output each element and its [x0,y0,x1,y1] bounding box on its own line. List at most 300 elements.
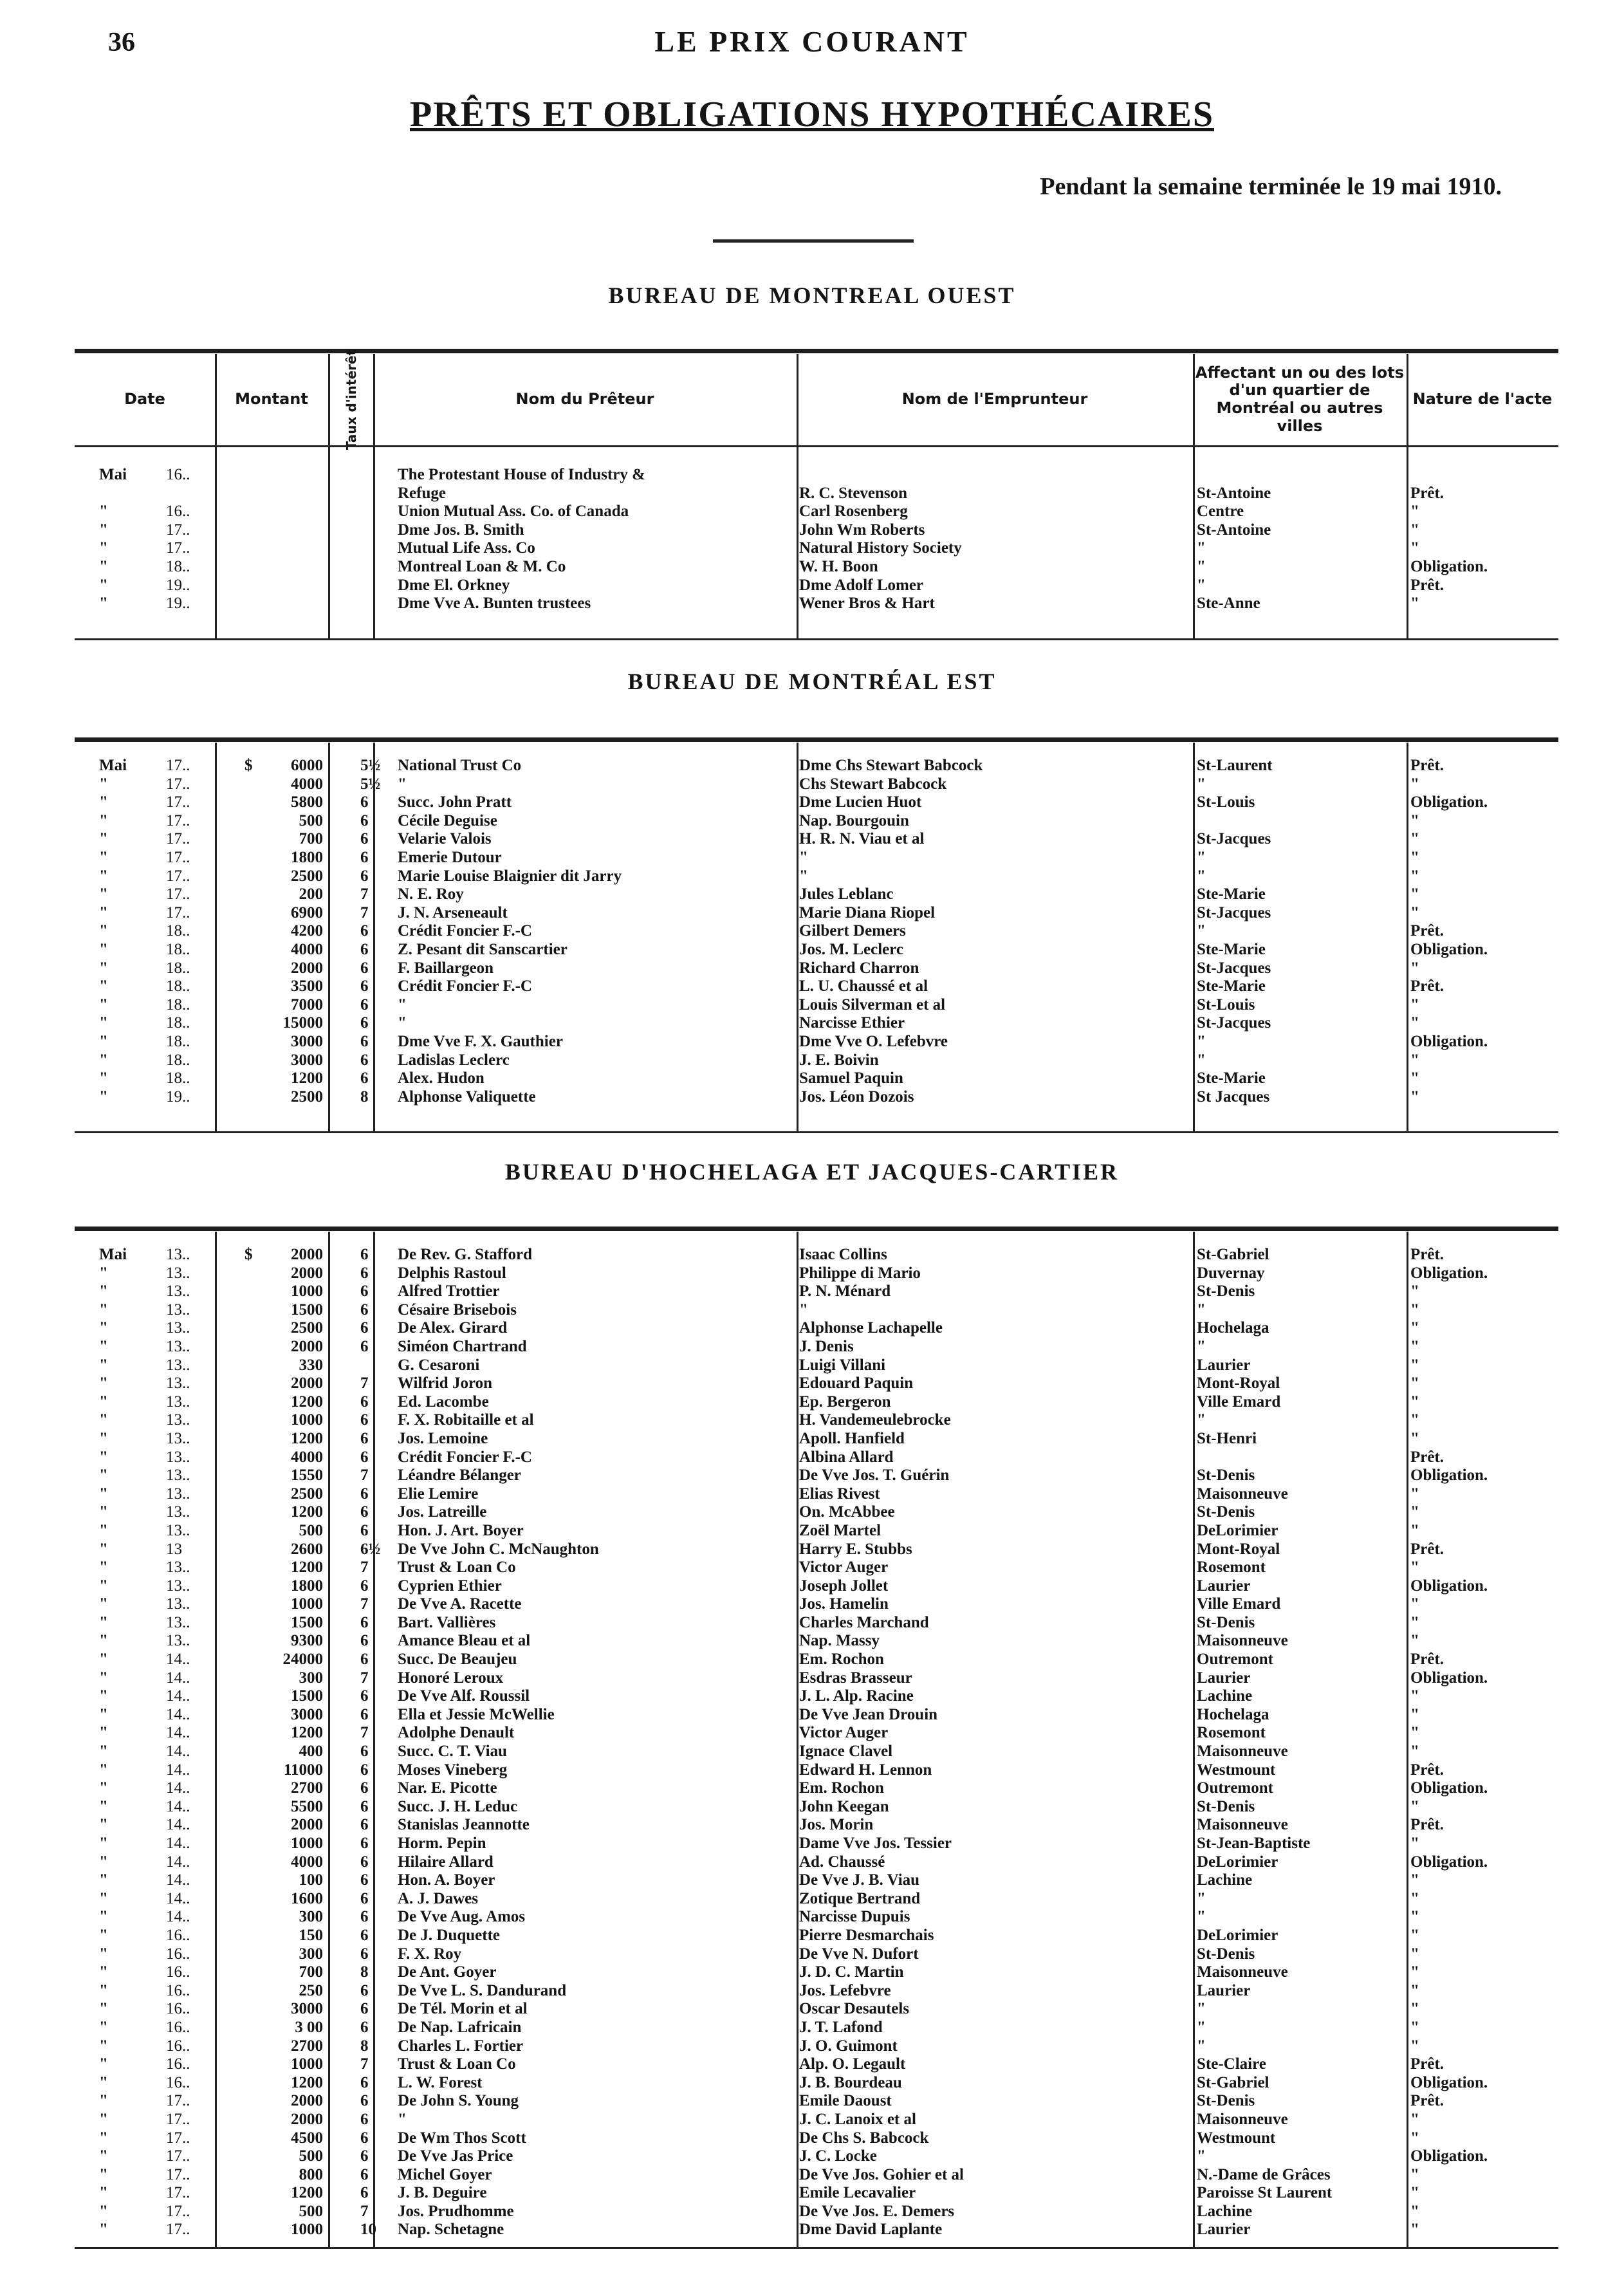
interest-rate: 6 [360,2184,369,2202]
interest-rate: 6 [360,940,369,958]
date-month: " [99,1761,108,1779]
date-month: " [99,977,108,995]
date-month: " [99,1705,108,1723]
date-day: 17.. [166,848,190,866]
table-row [0,2147,1624,2166]
lot-location: St Jacques [1197,1088,1270,1106]
date-day: 16.. [166,2073,190,2091]
date-month: " [99,995,108,1014]
amount: 500 [299,2147,323,2165]
lot-location: St-Denis [1197,1503,1255,1521]
date-month: " [99,539,108,557]
amount: 2500 [291,1319,323,1337]
table-row [0,1743,1624,1761]
date-month: " [99,940,108,958]
lender-name: Jos. Lemoine [398,1429,488,1447]
act-nature: Prêt. [1410,757,1444,774]
date-day: 13.. [166,1467,190,1485]
amount: 500 [299,2202,323,2220]
borrower-name: Dame Vve Jos. Tessier [799,1835,952,1852]
amount: 9300 [291,1632,323,1650]
interest-rate: 6 [360,1816,369,1834]
table-row [0,1651,1624,1669]
bureau-title: BUREAU DE MONTREAL OUEST [608,282,1016,308]
borrower-name: De Vve Jean Drouin [799,1705,938,1723]
date-month: " [99,959,108,977]
lender-name: " [398,995,407,1014]
borrower-name: De Vve Jos. E. Demers [799,2202,955,2220]
borrower-name: Marie Diana Riopel [799,903,936,921]
lender-name: De Rev. G. Stafford [398,1246,532,1263]
lender-name: National Trust Co [398,757,522,774]
table-row [0,959,1624,978]
borrower-name: De Vve N. Dufort [799,1945,919,1963]
date-day: 19.. [166,595,190,613]
date-month: " [99,1926,108,1944]
date-month: " [99,830,108,848]
interest-rate: 6 [360,1411,369,1429]
lot-location: Ste-Claire [1197,2055,1266,2073]
interest-rate: 6 [360,2147,369,2165]
date-day: 18.. [166,959,190,977]
amount: 2000 [291,959,323,977]
lender-name: Jos. Latreille [398,1503,487,1521]
interest-rate: 6 [360,1761,369,1779]
lender-name: " [398,775,407,793]
entries-list [0,1246,1624,2239]
borrower-name: Narcisse Ethier [799,1014,905,1032]
act-nature: Obligation. [1410,1264,1488,1282]
lender-name: De Vve Aug. Amos [398,1908,526,1926]
date-day: 13.. [166,1485,190,1503]
amount: 2000 [291,1264,323,1282]
entries-list [0,466,1624,613]
table-row [0,2203,1624,2221]
lender-name: De J. Duquette [398,1926,501,1944]
amount: 5500 [291,1797,323,1815]
date-month: " [99,775,108,793]
lot-location: Lachine [1197,1871,1253,1889]
lender-name: Jos. Prudhomme [398,2202,514,2220]
lender-name: Hilaire Allard [398,1853,494,1871]
borrower-name: J. C. Lanoix et al [799,2110,916,2128]
lot-location: St-Antoine [1197,484,1271,502]
amount: 200 [299,885,323,903]
date-month: " [99,1963,108,1981]
lot-location: Maisonneuve [1197,1632,1288,1650]
act-nature: Prêt. [1410,977,1444,995]
lot-location: " [1197,775,1206,793]
lot-location: Ste-Marie [1197,977,1266,995]
table-row [0,2092,1624,2111]
interest-rate: 6 [360,1577,369,1595]
lot-location: Laurier [1197,1669,1251,1687]
borrower-name: Em. Rochon [799,1651,884,1669]
table-row [0,1890,1624,1909]
interest-rate: 6 [360,2165,369,2183]
table-row [0,1282,1624,1301]
amount: 6000 [291,757,323,774]
interest-rate: 8 [360,1963,369,1981]
amount: 700 [299,830,323,848]
interest-rate: 6 [360,995,369,1014]
act-nature: " [1410,1926,1419,1944]
date-day: 14.. [166,1724,190,1742]
act-nature: " [1410,1613,1419,1631]
lot-location: Laurier [1197,1981,1251,1999]
table-row [0,485,1624,503]
lender-name: Stanislas Jeannotte [398,1816,530,1834]
lot-location: Mont-Royal [1197,1540,1280,1558]
interest-rate: 6 [360,1051,369,1069]
lender-name: Hon. J. Art. Boyer [398,1521,524,1539]
lot-location: St-Louis [1197,793,1255,811]
act-nature: Obligation. [1410,1577,1488,1595]
lender-name: Honoré Leroux [398,1669,504,1687]
date-month: " [99,2147,108,2165]
date-month: " [99,1816,108,1834]
act-nature: Prêt. [1410,2092,1444,2110]
interest-rate: 7 [360,1467,369,1485]
lender-name: F. X. Roy [398,1945,462,1963]
borrower-name: Alphonse Lachapelle [799,1319,943,1337]
date-month: " [99,1540,108,1558]
lender-name: De Wm Thos Scott [398,2129,526,2147]
interest-rate: 6 [360,1632,369,1650]
table-row [0,1033,1624,1051]
table-row [0,1669,1624,1688]
amount: 3000 [291,2000,323,2018]
borrower-name: J. Denis [799,1337,854,1355]
date-month: " [99,1375,108,1393]
borrower-name: Alp. O. Legault [799,2055,906,2073]
borrower-name: Jos. Hamelin [799,1595,889,1613]
lender-name: F. Baillargeon [398,959,494,977]
date-month: " [99,1797,108,1815]
amount: 1200 [291,1069,323,1088]
act-nature: " [1410,1797,1419,1815]
date-month: " [99,1393,108,1411]
act-nature: " [1410,1485,1419,1503]
table-row [0,2166,1624,2185]
lot-location: St-Gabriel [1197,1246,1269,1263]
table-row [0,2111,1624,2129]
date-day: 13.. [166,1503,190,1521]
lender-name: J. B. Deguire [398,2184,487,2202]
borrower-name: Nap. Massy [799,1632,880,1650]
borrower-name: Joseph Jollet [799,1577,889,1595]
amount: 2500 [291,1485,323,1503]
lot-location: St-Denis [1197,1613,1255,1631]
table-row [0,2184,1624,2203]
borrower-name: John Wm Roberts [799,521,925,539]
amount: 3 00 [295,2018,323,2036]
column-header-preteur: Nom du Prêteur [515,390,654,409]
borrower-name: Jos. M. Leclerc [799,940,903,958]
lender-name: Cyprien Ethier [398,1577,502,1595]
interest-rate: 6 [360,1853,369,1871]
interest-rate: 6 [360,1779,369,1797]
amount: 2600 [291,1540,323,1558]
date-day: 17.. [166,867,190,885]
date-month: " [99,521,108,539]
borrower-name: Oscar Desautels [799,2000,910,2018]
interest-rate: 6 [360,1908,369,1926]
table-row [0,577,1624,595]
amount: 700 [299,1963,323,1981]
borrower-name: R. C. Stevenson [799,484,908,502]
borrower-name: Wener Bros & Hart [799,595,935,613]
amount: 300 [299,1945,323,1963]
date-day: 13.. [166,1337,190,1355]
amount: 24000 [282,1651,323,1669]
interest-rate: 7 [360,1559,369,1577]
column-header-nature: Nature de l'acte [1412,390,1553,409]
lot-location: " [1197,576,1206,594]
amount: 2700 [291,1779,323,1797]
amount: 2000 [291,1375,323,1393]
date-month: " [99,2055,108,2073]
borrower-name: " [799,867,808,885]
interest-rate: 7 [360,1724,369,1742]
lot-location: St-Louis [1197,995,1255,1014]
lender-name: Wilfrid Joron [398,1375,493,1393]
date-day: 13.. [166,1429,190,1447]
amount: 1200 [291,2073,323,2091]
date-month: " [99,1521,108,1539]
act-nature: " [1410,521,1419,539]
amount: 500 [299,1521,323,1539]
act-nature: " [1410,2000,1419,2018]
lot-location: Maisonneuve [1197,1963,1288,1981]
lender-name: Charles L. Fortier [398,2037,524,2055]
lot-location: " [1197,2037,1206,2055]
date-month: " [99,1724,108,1742]
date-month: " [99,1632,108,1650]
lender-name: Elie Lemire [398,1485,479,1503]
amount: 300 [299,1669,323,1687]
date-day: 17.. [166,885,190,903]
table-row [0,1051,1624,1070]
act-nature: Prêt. [1410,1651,1444,1669]
act-nature: " [1410,503,1419,521]
lot-location: St-Jacques [1197,1014,1271,1032]
lender-name: " [398,1014,407,1032]
amount: 1000 [291,1282,323,1301]
lender-name: Nap. Schetagne [398,2221,504,2239]
lot-location: Paroisse St Laurent [1197,2184,1333,2202]
lender-name: Z. Pesant dit Sanscartier [398,940,567,958]
lender-name: De Nap. Lafricain [398,2018,522,2036]
amount: 1200 [291,2184,323,2202]
column-header-taux [331,349,372,450]
date-day: 19.. [166,1088,190,1106]
lender-name: Succ. C. T. Viau [398,1743,507,1761]
date-day: 14.. [166,1779,190,1797]
amount: 4000 [291,775,323,793]
interest-rate: 8 [360,1088,369,1106]
lender-name: Michel Goyer [398,2165,492,2183]
date-month: " [99,1301,108,1319]
act-nature: " [1410,1743,1419,1761]
lender-name: J. N. Arseneault [398,903,508,921]
amount: 3000 [291,1705,323,1723]
date-month: " [99,1779,108,1797]
date-day: 16.. [166,2000,190,2018]
date-month: " [99,1687,108,1705]
dollar-sign: $ [245,757,253,774]
lender-name: Léandre Bélanger [398,1467,521,1485]
table-row [0,1816,1624,1835]
borrower-name: Emile Daoust [799,2092,892,2110]
lender-name: De Tél. Morin et al [398,2000,528,2018]
borrower-name: W. H. Boon [799,557,878,575]
act-nature: " [1410,1337,1419,1355]
table-row [0,1467,1624,1485]
date-month: " [99,1282,108,1301]
borrower-name: Dme Adolf Lomer [799,576,924,594]
column-header-date: Date [124,390,165,409]
date-day: 17.. [166,2110,190,2128]
date-day: 17.. [166,830,190,848]
act-nature: " [1410,1705,1419,1723]
lot-location: " [1197,2018,1206,2036]
lot-location: Hochelaga [1197,1705,1269,1723]
section-top-rule [75,1227,1558,1231]
section-bottom-rule [75,1131,1558,1133]
date-month: " [99,903,108,921]
lot-location: Laurier [1197,1577,1251,1595]
table-row [0,1430,1624,1449]
interest-rate: 6 [360,1521,369,1539]
lender-name: F. X. Robitaille et al [398,1411,534,1429]
act-nature: " [1410,1724,1419,1742]
amount: 1500 [291,1613,323,1631]
date-month: " [99,2092,108,2110]
table-row [0,1724,1624,1743]
lot-location: " [1197,867,1206,885]
date-month: Mai [99,757,127,774]
lender-name: Ella et Jessie McWellie [398,1705,555,1723]
date-day: 16.. [166,1926,190,1944]
act-nature: " [1410,1375,1419,1393]
table-row [0,1927,1624,1945]
act-nature: " [1410,1595,1419,1613]
interest-rate: 6 [360,1889,369,1907]
date-month: " [99,1871,108,1889]
lender-name: De Vve L. S. Dandurand [398,1981,567,1999]
borrower-name: H. Vandemeulebrocke [799,1411,951,1429]
date-day: 13.. [166,1521,190,1539]
lot-location: Ste-Marie [1197,885,1266,903]
date-day: 14.. [166,1705,190,1723]
borrower-name: Ep. Bergeron [799,1393,891,1411]
act-nature: Prêt. [1410,1246,1444,1263]
lender-name: Césaire Brisebois [398,1301,517,1319]
lot-location: " [1197,539,1206,557]
lot-location: Ste-Marie [1197,1069,1266,1088]
table-row [0,849,1624,867]
interest-rate: 7 [360,2055,369,2073]
lot-location: St-Jacques [1197,903,1271,921]
date-day: 18.. [166,557,190,575]
amount: 1000 [291,2221,323,2239]
borrower-name: Dme Lucien Huot [799,793,922,811]
date-month: Mai [99,466,127,483]
date-day: 14.. [166,1871,190,1889]
borrower-name: Dme Chs Stewart Babcock [799,757,983,774]
lot-location: Rosemont [1197,1559,1266,1577]
lender-name: De John S. Young [398,2092,519,2110]
lot-location: St-Jean-Baptiste [1197,1835,1311,1852]
date-month: " [99,1051,108,1069]
date-month: " [99,1467,108,1485]
date-day: 17.. [166,539,190,557]
amount: 1800 [291,848,323,866]
borrower-name: H. R. N. Viau et al [799,830,925,848]
date-day: 14.. [166,1651,190,1669]
amount: 1000 [291,1595,323,1613]
interest-rate: 6 [360,1264,369,1282]
table-row [0,922,1624,941]
column-header-taux-label: Taux d'intérêt [344,349,359,450]
lot-location: " [1197,2147,1206,2165]
act-nature: " [1410,2018,1419,2036]
date-month: " [99,922,108,940]
amount: 1500 [291,1301,323,1319]
date-day: 13.. [166,1559,190,1577]
date-day: 18.. [166,940,190,958]
borrower-name: Jos. Léon Dozois [799,1088,914,1106]
table-row [0,1632,1624,1651]
lender-name: Montreal Loan & M. Co [398,557,566,575]
date-month: " [99,1448,108,1466]
date-day: 17.. [166,2221,190,2239]
act-nature: " [1410,848,1419,866]
interest-rate: 6 [360,1069,369,1088]
table-row [0,1393,1624,1412]
act-nature: Obligation. [1410,793,1488,811]
borrower-name: On. McAbbee [799,1503,895,1521]
lot-location: " [1197,848,1206,866]
table-row [0,1541,1624,1559]
date-day: 14.. [166,1761,190,1779]
amount: 11000 [283,1761,323,1779]
running-head: LE PRIX COURANT [654,25,970,58]
table-row [0,2074,1624,2093]
act-nature: " [1410,1521,1419,1539]
lot-location: " [1197,1411,1206,1429]
act-nature: Obligation. [1410,2147,1488,2165]
borrower-name: Chs Stewart Babcock [799,775,947,793]
date-month: " [99,848,108,866]
interest-rate: 7 [360,1595,369,1613]
lot-location: " [1197,1337,1206,1355]
date-day: 16.. [166,2037,190,2055]
interest-rate: 6 [360,1926,369,1944]
lender-name: Alex. Hudon [398,1069,484,1088]
lot-location: St-Denis [1197,1282,1255,1301]
borrower-name: Carl Rosenberg [799,503,908,521]
interest-rate: 7 [360,1669,369,1687]
lender-name: De Alex. Girard [398,1319,508,1337]
table-row [0,812,1624,831]
interest-rate: 6 [360,2073,369,2091]
table-row [0,1338,1624,1356]
lot-location: St-Jacques [1197,959,1271,977]
borrower-name: Victor Auger [799,1724,889,1742]
date-day: 18.. [166,1069,190,1088]
